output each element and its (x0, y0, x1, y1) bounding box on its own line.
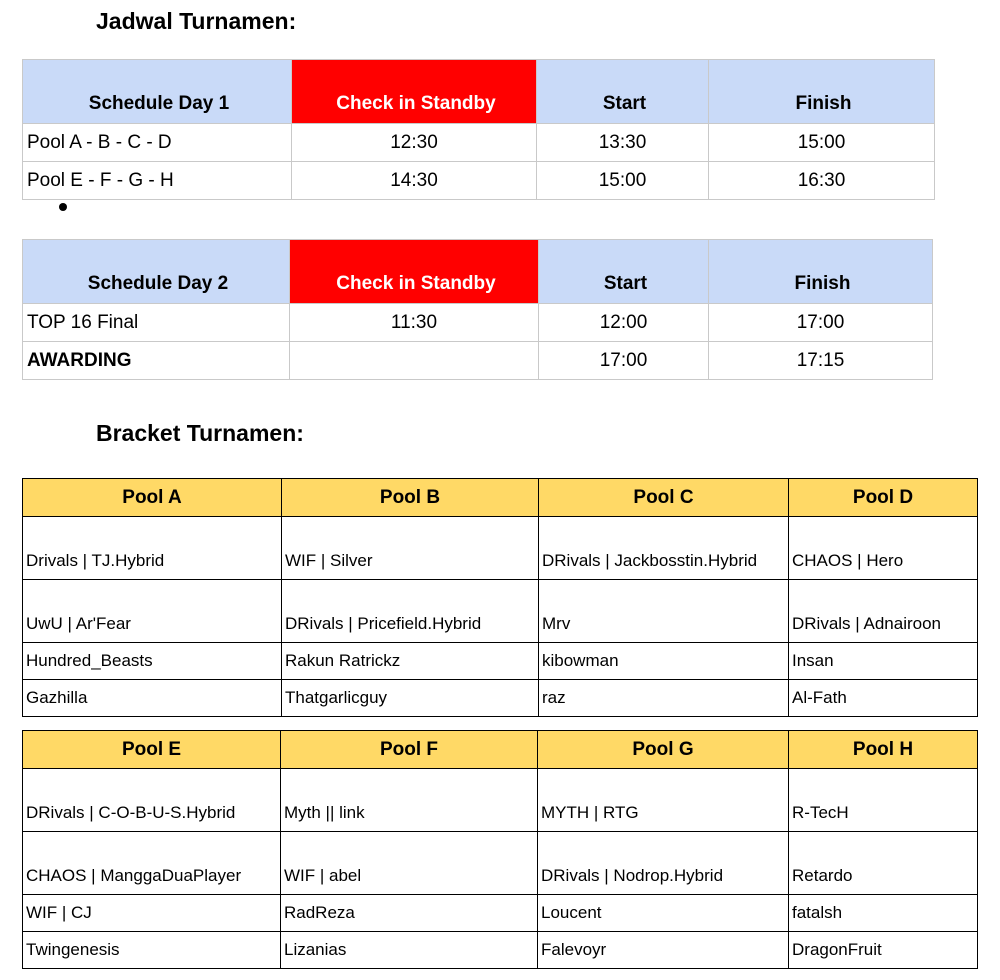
table-cell: 12:00 (539, 304, 709, 342)
table-cell: CHAOS | ManggaDuaPlayer (23, 832, 281, 895)
bracket-table-2 (22, 730, 978, 969)
table-cell: 15:00 (709, 124, 935, 162)
table-cell: 16:30 (709, 162, 935, 200)
table-cell: 12:30 (292, 124, 537, 162)
pool-header: Pool B (282, 479, 539, 517)
pool-header: Pool A (23, 479, 282, 517)
table-cell: Rakun Ratrickz (282, 643, 539, 680)
table-cell: Twingenesis (23, 932, 281, 969)
header-cell: Schedule Day 1 (23, 60, 292, 124)
table-cell: 13:30 (537, 124, 709, 162)
table-cell: CHAOS | Hero (789, 517, 978, 580)
table-cell: 15:00 (537, 162, 709, 200)
schedule-day1-table (22, 59, 935, 200)
table-cell (290, 342, 539, 380)
pool-header: Pool F (281, 731, 538, 769)
table-cell: Mrv (539, 580, 789, 643)
table-cell: RadReza (281, 895, 538, 932)
table-header-row (23, 240, 933, 304)
table-cell: DRivals | Pricefield.Hybrid (282, 580, 539, 643)
header-cell: Start (539, 240, 709, 304)
pool-header: Pool G (538, 731, 789, 769)
table-cell: UwU | Ar'Fear (23, 580, 282, 643)
table-cell: R-TecH (789, 769, 978, 832)
header-cell: Finish (709, 60, 935, 124)
schedule-day2-table (22, 239, 933, 380)
table-row (23, 769, 978, 832)
table-cell: Gazhilla (23, 680, 282, 717)
table-cell: WIF | Silver (282, 517, 539, 580)
table-cell: Myth || link (281, 769, 538, 832)
table-row (23, 517, 978, 580)
table-cell: Loucent (538, 895, 789, 932)
header-cell: Start (537, 60, 709, 124)
header-cell: Schedule Day 2 (23, 240, 290, 304)
table-row (23, 304, 933, 342)
table-cell: 11:30 (290, 304, 539, 342)
table-header-row (23, 479, 978, 517)
table-row (23, 342, 933, 380)
table-cell: Insan (789, 643, 978, 680)
table-row (23, 162, 935, 200)
table-row (23, 832, 978, 895)
bracket-title: Bracket Turnamen: (96, 420, 304, 446)
table-row (23, 932, 978, 969)
table-cell: TOP 16 Final (23, 304, 290, 342)
table-row (23, 580, 978, 643)
table-cell: Retardo (789, 832, 978, 895)
table-cell: 17:00 (709, 304, 933, 342)
bracket-table-1 (22, 478, 978, 717)
table-cell: MYTH | RTG (538, 769, 789, 832)
table-cell: DRivals | Jackbosstin.Hybrid (539, 517, 789, 580)
table-row (23, 680, 978, 717)
table-cell: Al-Fath (789, 680, 978, 717)
table-cell: Hundred_Beasts (23, 643, 282, 680)
table-cell: Drivals | TJ.Hybrid (23, 517, 282, 580)
table-cell: Lizanias (281, 932, 538, 969)
pool-header: Pool H (789, 731, 978, 769)
table-cell: raz (539, 680, 789, 717)
pool-header: Pool C (539, 479, 789, 517)
table-cell: DRivals | C-O-B-U-S.Hybrid (23, 769, 281, 832)
table-cell: fatalsh (789, 895, 978, 932)
table-cell: DRivals | Nodrop.Hybrid (538, 832, 789, 895)
table-header-row (23, 731, 978, 769)
bullet-point (59, 203, 67, 211)
schedule-title: Jadwal Turnamen: (96, 8, 297, 34)
table-header-row (23, 60, 935, 124)
table-cell: Pool A - B - C - D (23, 124, 292, 162)
pool-header: Pool E (23, 731, 281, 769)
table-cell: DRivals | Adnairoon (789, 580, 978, 643)
table-cell: Thatgarlicguy (282, 680, 539, 717)
table-cell: 17:15 (709, 342, 933, 380)
table-cell: WIF | abel (281, 832, 538, 895)
header-cell: Finish (709, 240, 933, 304)
table-cell: 14:30 (292, 162, 537, 200)
table-cell: AWARDING (23, 342, 290, 380)
table-cell: 17:00 (539, 342, 709, 380)
header-cell-standby: Check in Standby (290, 240, 539, 304)
table-cell: WIF | CJ (23, 895, 281, 932)
table-cell: DragonFruit (789, 932, 978, 969)
table-cell: kibowman (539, 643, 789, 680)
table-row (23, 895, 978, 932)
table-row (23, 643, 978, 680)
table-cell: Falevoyr (538, 932, 789, 969)
table-cell: Pool E - F - G - H (23, 162, 292, 200)
header-cell-standby: Check in Standby (292, 60, 537, 124)
pool-header: Pool D (789, 479, 978, 517)
table-row (23, 124, 935, 162)
